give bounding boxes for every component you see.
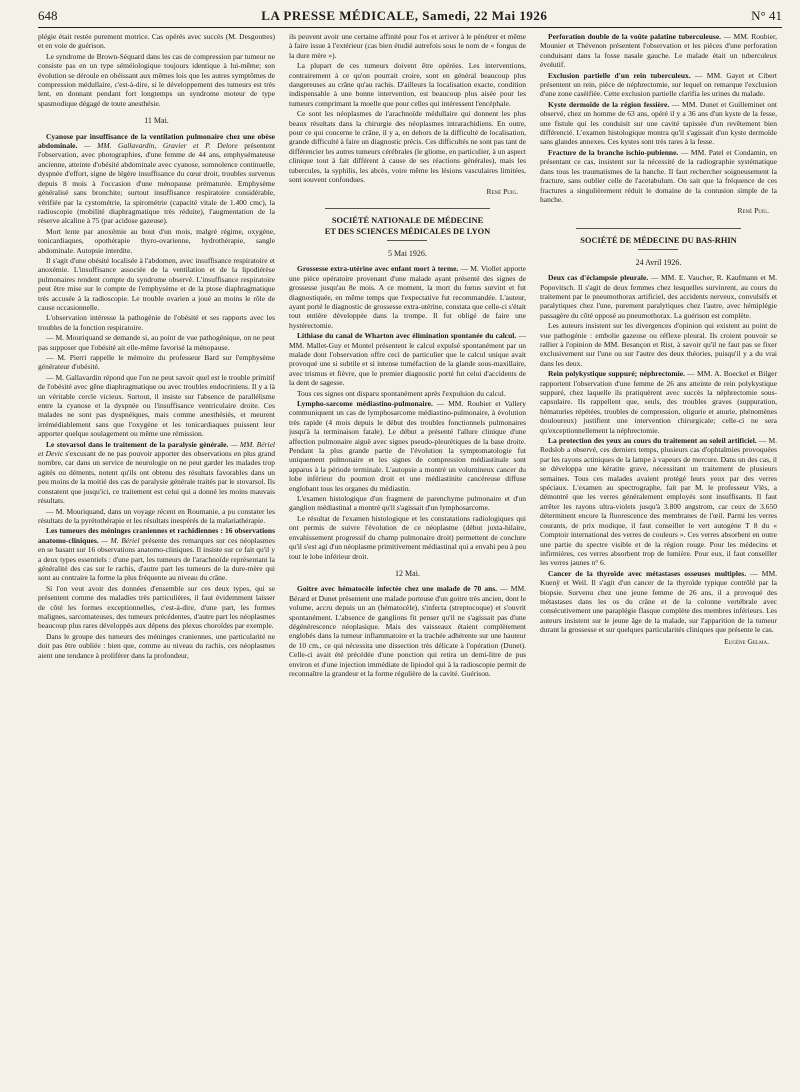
page-number: 648 [38, 8, 58, 23]
divider [387, 240, 427, 241]
article-body: — MM. Bérard et Dunet présentent une malade porteuse d'un goitre très ancien, dont le volume, accru depuis un an (hématocèle), s'infecta (streptocoque) et s'ouvrit spontanément. L'absence de ganglions fit penser qu'il ne s'agissait pas d'une dégénérescence néoplasique. Mais des vaisseaux étaient complètement englobés dans la tumeur inflammatoire et la trachée adhérente sur une hauteur de 10 cm., ce qui nécessita une dissection très délicate à l'opération (Dunet). Celle-ci avait été précédée d'une ponction qui retira un demi-litre de pus environ et d'une injection immédiate de lipiodol qui à la radioscopie permit de reconnaître la grandeur et la forme régulière de la cavité. Guérison. [289, 584, 526, 678]
paragraph: La plupart de ces tumeurs doivent être opérées. Les interventions, contrairement à ce qu'on pourrait croire, sont en général beaucoup plus dangereuses au crâne qu'au rachis. D'ailleurs la localisation exacte, condition indispensable à une bonne intervention, est beaucoup plus aisée pour les tumeurs comprimant la moelle que pour celles qui intéressent l'encéphale. [289, 61, 526, 108]
article-body: — MM. Dunet et Guilleminet ont observé, chez un homme de 63 ans, opéré il y a 36 ans d'un kyste de la fesse, une fistule qui les conduisit sur une cavité tapissée d'un revêtement bien différencié. L'examen histologique montra qu'il s'agissait d'un kyste dermoïde sans glandes annexes. Ces kystes sont très rares à la fesse. [540, 99, 777, 147]
paragraph: Le résultat de l'examen histologique et les constatations radiologiques qui ont permis de suivre l'évolution de ce néoplasme (début juxta-hilaire, envahissement progressif du champ pulmonaire droit) permettent de conclure qu'il s'est agi d'un néoplasme primitivement médiastinal qui a envahi peu à peu tout le lobe inférieur droit. [289, 513, 526, 561]
article-title: Lympho-sarcome médiastino-pulmonaire. [297, 399, 433, 408]
article-title: Exclusion partielle d'un rein tuberculeux. [548, 70, 691, 80]
article-title: Les tumeurs des méninges craniennes et rachidiennes : 16 observations anatomo-cliniques. [38, 526, 275, 545]
society-heading [325, 208, 491, 241]
article-body: présente des remarques sur ces néoplasmes en se basant sur 16 observations anatomo-cliniques. Il insiste sur ce fait qu'il y a deux types essentiels : d'une part, les tumeurs de l'arachnoïde représentant la généralité des cas sur le rachis, d'autre part les tumeurs de la dure-mère qui sont au contraire la forme la plus fréquente au niveau du crâne. [38, 535, 275, 583]
article-body: — MM. Roubier et Vallery communiquent un cas de lymphosarcome médiastino-pulmonaire, à évolution très rapide (4 mois depuis le début des troubles fonctionnels pulmonaires jusqu'à la terminaison fatale). Le début a présenté l'allure clinique d'une affection pulmonaire aiguë avec signes pseudo-pleurétiques de la base droite. Pendant la plus grande partie de l'évolution la symptomatologie fut uniquement pulmonaire et les signes de compression médiastinale sont apparus à la période terminale. L'autopsie a montré un volumineux cancer du lobe inférieur du poumon droit et une médiastinite cancéreuse diffuse englobant tous les organes du médiastin. [289, 399, 526, 493]
issue-number: N° 41 [751, 8, 782, 23]
society-name: SOCIÉTÉ DE MÉDECINE DU BAS-RHIN [580, 235, 737, 245]
article-authors: — MM. Gallavardin, Gravier et P. Delore [83, 141, 238, 151]
paragraph: — M. Gallavardin répond que l'on ne peut savoir quel est le trouble primitif de l'obésité avec gêne diaphragmatique ou avec troubles endocriniens. Il y a là un véritable cercle vicieux. Surtout, il insiste sur l'absence de parallélisme entre la cyanose et la dyspnée ou l'insuffisance ventriculaire droite. Ces malades ne sont pas dyspnéiques, mais comme anesthésiés, et meurent irrémédiablement sans que l'oxygène et les tonicardiaques puissent leur apporter quelque soulagement ou même une rémission. [38, 372, 275, 439]
article-title: Le stovarsol dans le traitement de la paralysie générale. [46, 439, 229, 449]
article-body: — MM. Kuenÿ et Weil. Il s'agit d'un cancer de la thyroïde typique contrôlé par la biopsie. Survenu chez une jeune femme de 26 ans, il a provoqué des métastases dans les os du crâne et de la colonne vertébrale avec consécutivement une paraplégie flasque complète des membres inférieurs. Les auteurs insistent sur le jeune âge de la malade, sur l'apparition de la tumeur durant la grossesse et sur quelques particularités cliniques que présente le cas. [540, 568, 777, 635]
society-name-line-1: SOCIÉTÉ NATIONALE DE MÉDECINE [331, 215, 484, 225]
article-body: — M. Redslob a observé, ces derniers temps, plusieurs cas d'ophtalmies provoquées par les rayons actiniques de la lampe à vapeurs de mercure. Dans un des cas, il se développa une kératite grave, nécessitant un traitement de plusieurs semaines. Tous ces malades avaient protégé leurs yeux par des verres spéciaux. L'examen au spectrographe, fait par M. le professeur Vlès, a démontré que les verres généralement employés sont insuffisants. Il faut arrêter les rayons ultra-violets jusqu'à 3.800 angstrom, car ceux de 3.650 déterminent encore la fluorescence des membranes de l'œil. Parmi les verres courants, de prix modique, il faut conseiller le vert autogène T 8 du « Comptoir international des verres de couleurs ». Ces verres absorbent en outre une partie du spectre visible et de la région rouge. Pour les médecins et infirmières, ces verres absorbent trop de lumière. Pour eux, il faut conseiller les verres jaunes n° 6. [540, 436, 777, 568]
column-2 [289, 32, 526, 1092]
column-1 [38, 32, 275, 1092]
article-body: — M. Viollet apporte une pièce opératoire provenant d'une malade ayant présenté des signes de grossesse jusqu'au 8e mois. A ce moment, la mort du fœtus survint et fut diagnostiquée, en même temps que l'expectative fut recommandée. L'auteur, ayant porté le diagnostic de grossesse extra-utérine, constata que celle-ci s'était tout entière développée dans la trompe. Il fut obligé de faire une hystérectomie. [289, 264, 526, 330]
paragraph: Dans le groupe des tumeurs des méninges craniennes, une particularité ne doit pas être oubliée : bien que, comme au niveau du rachis, ces néoplasmes aient une tendance à proliférer dans la profondeur, [38, 631, 275, 660]
paragraph: L'observation intéresse la pathogénie de l'obésité et ses rapports avec les troubles de la fonction respiratoire. [38, 313, 275, 332]
article-body: s'excusant de ne pas pouvoir apporter des observations en plus grand nombre, car dans un service de neurologie on ne peut garder les malades trop agités ou déments, notent qu'ils ont obtenu des résultats favorables dans un peu moins de la moitié des cas de paralysie générale traités par le stovarsol. Ils constatent que jusqu'ici, ce traitement est celui qui a donné les moins mauvais résultats. [38, 449, 275, 506]
page-header [38, 8, 782, 28]
paragraph: — M. Mouriquand, dans un voyage récent en Roumanie, a pu constater les résultats de la pyrétothérapie et les résultats inespérés de la malariathérapie. [38, 506, 275, 525]
article-body: — MM. A. Boeckel et Bilger rapportent l'observation d'une femme de 26 ans atteinte de rein polykystique suppuré, chez laquelle ils pratiquèrent avec succès la néphrectomie sous-capsulaire. Ils rappellent que, seuls, des troubles graves (suppuration, hématuries répétées, troubles de compression, oligurie et anurie, phénomènes douloureux) justifient une intervention chirurgicale; celle-ci ne sera qu'exceptionnellement la néphrectomie. [540, 369, 777, 435]
society-name-line-2: ET DES SCIENCES MÉDICALES DE LYON [324, 226, 491, 236]
article-title: Lithiase du canal de Wharton avec élimination spontanée du calcul. [297, 331, 517, 341]
paragraph: L'examen histologique d'un fragment de parenchyme pulmonaire et d'un ganglion médiastinal a montré qu'il s'agissait d'un lymphosarcome. [289, 494, 526, 513]
divider [638, 249, 678, 250]
paragraph: Si l'on veut avoir des données d'ensemble sur ces deux types, qui se présentent comme des maladies très particulières, il faut évidemment laisser de côté les formes exceptionnelles, c'est-à-dire, d'une part, les formes malignes, sarcomateuses, des tumeurs précédentes, d'autre part les néoplasmes beaucoup plus rares développés aux dépens des plexus choroïdes par exemple. [38, 583, 275, 631]
paragraph: ils peuvent avoir une certaine affinité pour l'os et arriver à le pénétrer et même à faire issue à l'extérieur (cas bien étudié autrefois sous le nom de « fongus de la dure mère »). [289, 32, 526, 60]
session-date: 5 Mai 1926. [388, 248, 427, 258]
journal-title: LA PRESSE MÉDICALE, Samedi, 22 Mai 1926 [261, 8, 548, 23]
article-body: présentent l'observation, avec photographies, d'une femme de 44 ans, emphysémateuse ancienne, atteinte d'obésité abdominale avec cyanose, somnolence continuelle, dyspnée d'effort, signe de légère insuffisance du cœur droit, troubles survenus depuis 8 mois à l'occasion d'une ménopause prématurée. Emphysème généralisé sans bronchite; surtout insuffisance respiratoire considérable, vérifiée par la cystométrie, la spirométrie (capacité vitale de 1.400 cmc), la radioscopie (mobilité diaphragmatique très réduite), l'augmentation de la réserve alcaline à 75 (par acidose gazeuse). [38, 141, 275, 226]
society-heading [576, 228, 742, 250]
session-date: 12 Mai. [395, 568, 420, 578]
paragraph: Il s'agit d'une obésité localisée à l'abdomen, avec insuffisance respiratoire et anoxémie. L'insuffisance associée de la ventilation et de la lipodiérèse pulmonaires rendent compte du syndrome observé. L'insuffisance respiratoire peut être mise sur le compte de l'emphysème et de la ptose diaphragmatique très accusée à la radioscopie. Le trouble ovarien a joué au moins le rôle de cause occasionnelle. [38, 255, 275, 312]
paragraph: Le syndrome de Brown-Séquard dans les cas de compression par tumeur ne consiste pas en un type séméiologique toujours identique à lui-même; son évolution se déroule en obéissant aux mêmes lois que les autres symptômes de compression médullaire, c'est-à-dire, si le développement des tumeurs est très lent, en donnant pendant fort longtemps un syndrome moteur de type spasmodique dégagé de toute anesthésie. [38, 51, 275, 108]
paragraph: Ce sont les néoplasmes de l'arachnoïde médullaire qui donnent les plus beaux résultats dans la chirurgie des néoplasmes intrarachidiens. En outre, pour ce qui concerne le crâne, il y a, en dehors de la difficulté de localisation, grande difficulté à faire un diagnostic précis. Ces difficultés ne sont pas tant de différencier les autres tumeurs cérébrales (le gliome, en particulier, à un aspect clinique tout à fait différent à cause de ses réactions générales), mais les tubercules, la syphilis, les abcès, voire même les lésions vasculaires limitées, sont souvent confondues. [289, 109, 526, 185]
article-title: Goitre avec hématocèle infectée chez une malade de 70 ans. [297, 584, 498, 594]
paragraph: plégie était restée purement motrice. Cas opérés avec succès (M. Desgouttes) et en voie de guérison. [38, 32, 275, 51]
paragraph: — M. Pierri rappelle le mémoire du professeur Bard sur l'emphysème générateur d'obésité. [38, 353, 275, 372]
article-title: Rein polykystique suppuré; néphrectomie. [548, 369, 685, 379]
session-date: 11 Mai. [144, 116, 169, 126]
article-title: Deux cas d'éclampsie pleurale. [548, 273, 649, 283]
article-body: — MM. Mallet-Guy et Montel présentent le calcul expulsé spontanément par un malade dont l'observation offre ceci de particulier que le calcul unique avait provoqué une si subtile et si intense tuméfaction de la glande sous-maxillaire, avec trismus et fièvre, que le premier diagnostic porté fut celui d'accidents de la dent de sagesse. [289, 331, 526, 388]
article-title: Cancer de la thyroïde avec métastases osseuses multiples. [548, 568, 747, 578]
article-authors: — MM. Bériel et Devic [38, 439, 275, 459]
signature: Eugène Gelma. [724, 636, 769, 646]
paragraph: Mort lente par anoxémie au bout d'un mois, malgré régime, oxygène, tonicardiaques, opothérapie thyro-ovarienne, hydrothérapie, sangle abdominale. Autopsie interdite. [38, 226, 275, 255]
paragraph: Tous ces signes ont disparu spontanément après l'expulsion du calcul. [297, 388, 506, 398]
article-body: — MM. Roubier, Mounier et Thévenon présentent l'observation et les pièces d'une perforation conduisant dans la fosse nasale gauche. Le malade était un tuberculeux évolutif. [540, 32, 777, 70]
article-title: Fracture de la branche ischio-pubienne. [548, 147, 679, 157]
column-3 [540, 32, 777, 1092]
article-title: Grossesse extra-utérine avec enfant mort à terme. [297, 264, 459, 274]
article-title: Perforation double de la voûte palatine tuberculeuse. [548, 32, 722, 41]
article-authors: — M. Bériel [101, 535, 140, 545]
signature: René Puig. [737, 206, 769, 216]
article-body: — MM. Gayet et Cibert présentent un rein, pièce de néphrectomie, sur lequel on remarque l'exclusion d'une zone caséifiée. Cette exclusion partielle clarifia les urines du malade. [540, 70, 777, 99]
paragraph: — M. Mouriquand se demande si, au point de vue pathogénique, on ne peut pas supposer que l'obésité ait elle-même favorisé la ménopause. [38, 333, 275, 352]
paragraph: Les auteurs insistent sur les divergences d'opinion qui existent au point de vue pathogénie : embolie gazeuse ou réflexe pleural. Ils croient pouvoir se rallier à l'opinion de MM. Besançon et Rist, à savoir qu'il ne faut pas se fixer exclusivement sur l'une ou sur l'autre des deux théories, puisqu'il y a du vrai dans les deux. [540, 321, 777, 368]
article-title: La protection des yeux au cours du traitement au soleil artificiel. [548, 436, 757, 446]
article-title: Kyste dermoïde de la région fessière. [548, 99, 670, 109]
article-title: Cyanose par insuffisance de la ventilation pulmonaire chez une obèse abdominale. [38, 131, 275, 151]
signature: René Puig. [486, 186, 518, 196]
article-body: — MM. E. Vaucher, R. Kaufmann et M. Popovitsch. Il s'agit de deux femmes chez lesquelles survinrent, au cours du traitement par le pneumothorax artificiel, des accidents nerveux, convulsifs et paralytiques chez l'une, purement paralytiques chez l'autre, avec hémiplégie passagère du côté opposé au pneumothorax. La guérison est complète. [540, 273, 777, 320]
session-date: 24 Avril 1926. [635, 257, 682, 267]
article-body: — MM. Patel et Condamin, en présentant ce cas, insistent sur la nécessité de la radiographie systématique dans tous les traumatismes de la hanche. Il faut rechercher soigneusement la fracture, sans oublier celle de l'acetabulum. On sait que la fréquence de ces fractures a singulièrement réduit le domaine de la contusion simple de la hanche. [540, 147, 777, 204]
